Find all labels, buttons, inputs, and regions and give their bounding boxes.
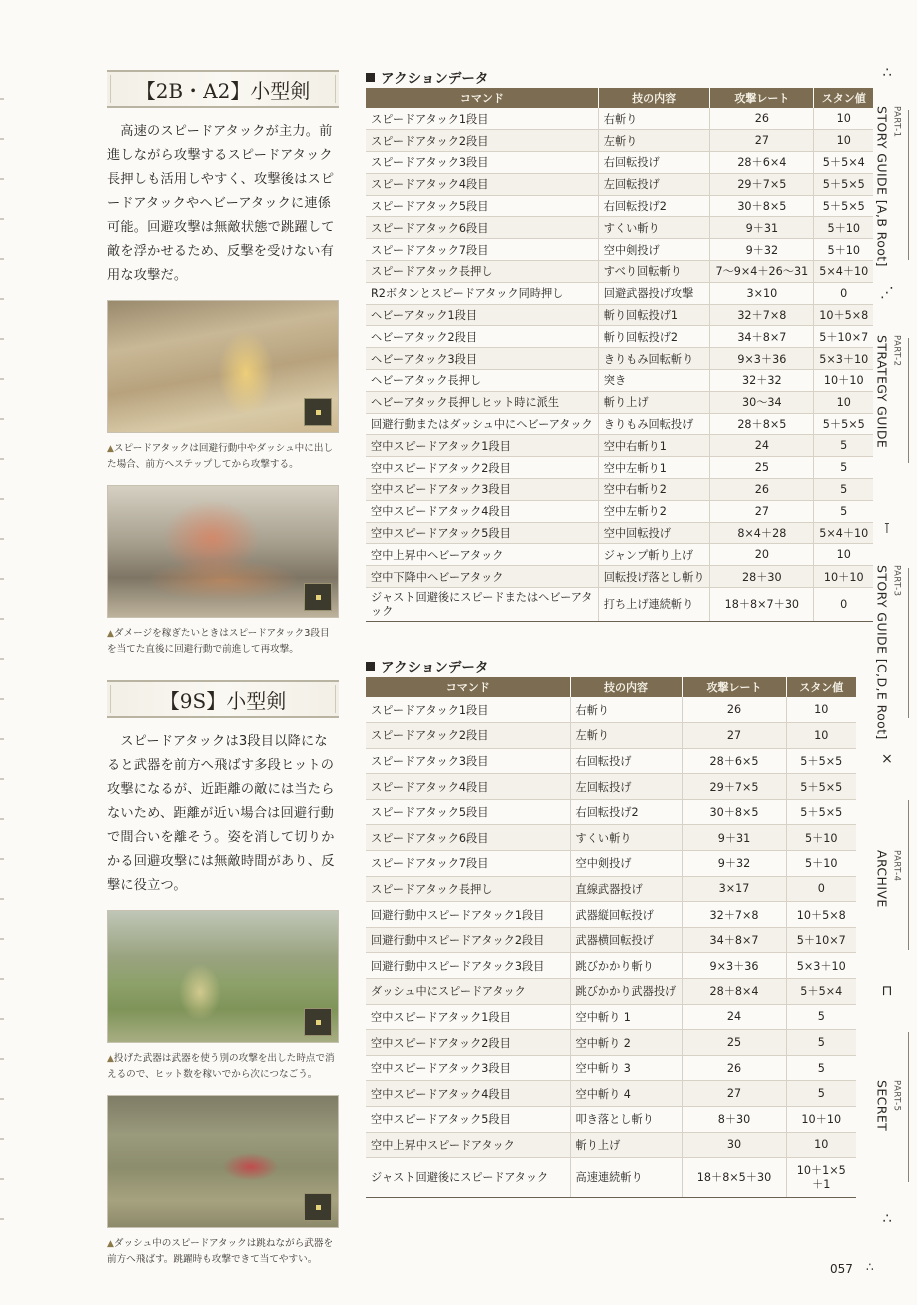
table-row (366, 1081, 856, 1107)
move-cell: 空中斬り 3 (570, 1055, 682, 1081)
table-row (366, 825, 856, 851)
attack-rate-cell: 32＋7×8 (710, 304, 814, 326)
stun-value-cell: 0 (814, 282, 874, 304)
table-row (366, 979, 856, 1005)
command-cell: 空中スピードアタック1段目 (366, 1004, 570, 1030)
command-cell: スピードアタック1段目 (366, 697, 570, 723)
move-cell: 空中斬り 2 (570, 1030, 682, 1056)
attack-rate-cell: 9＋31 (682, 825, 786, 851)
stun-value-cell: 0 (786, 876, 856, 902)
move-cell: 突き (598, 370, 710, 392)
attack-rate-cell: 9×3＋36 (710, 348, 814, 370)
move-cell: 左斬り (598, 130, 710, 152)
nav-tab-part-3[interactable]: STORY GUIDE [C,D,E Root] PART-3 (874, 565, 902, 740)
stun-value-cell: 5＋5×4 (786, 979, 856, 1005)
stun-value-cell: 5 (814, 457, 874, 479)
caption-9s-1: ▲投げた武器は武器を使う別の攻撃を出した時点で消えるので、ヒット数を稼いでから次につなごう。 (107, 1053, 335, 1080)
command-cell: スピードアタック7段目 (366, 239, 598, 261)
table-row (366, 435, 873, 457)
minimap-icon (304, 1008, 332, 1036)
move-cell: 高速連続斬り (570, 1158, 682, 1198)
move-cell: 斬り上げ (598, 391, 710, 413)
attack-rate-cell: 3×17 (682, 876, 786, 902)
caption-triangle-icon: ▲ (107, 629, 114, 639)
table-row (366, 173, 873, 195)
attack-rate-cell: 34＋8×7 (710, 326, 814, 348)
square-bullet-icon (366, 662, 375, 671)
command-cell: スピードアタック7段目 (366, 851, 570, 877)
minimap-icon (304, 583, 332, 611)
nav-tab-part-5[interactable]: SECRET PART-5 (874, 1080, 902, 1132)
move-cell: 回避武器投げ攻撃 (598, 282, 710, 304)
screenshot-9s-2 (107, 1095, 339, 1228)
attack-rate-cell: 7～9×4＋26～31 (710, 261, 814, 283)
move-cell: 空中斬り 1 (570, 1004, 682, 1030)
table-row (366, 953, 856, 979)
stun-value-cell: 0 (814, 588, 874, 622)
table-row (366, 1107, 856, 1133)
command-cell: 空中スピードアタック5段目 (366, 522, 598, 544)
move-cell: 斬り回転投げ2 (598, 326, 710, 348)
stun-value-cell: 10 (814, 108, 874, 130)
move-cell: 空中剣投げ (570, 851, 682, 877)
command-cell: ヘビーアタック2段目 (366, 326, 598, 348)
action-data-table-9s (366, 655, 856, 1198)
table-row (366, 108, 873, 130)
move-cell: 直線武器投げ (570, 876, 682, 902)
column-header: 攻撃レート (682, 677, 786, 697)
three-dots-icon: ∴ (882, 1211, 892, 1227)
command-cell: スピードアタック3段目 (366, 748, 570, 774)
table-row (366, 566, 873, 588)
table-row (366, 723, 856, 749)
move-cell: 打ち上げ連続斬り (598, 588, 710, 622)
table-row (366, 304, 873, 326)
command-cell: 回避行動またはダッシュ中にヘビーアタック (366, 413, 598, 435)
table-row (366, 774, 856, 800)
command-cell: スピードアタック長押し (366, 261, 598, 283)
attack-rate-cell: 8＋30 (682, 1107, 786, 1133)
move-cell: 右回転投げ2 (570, 799, 682, 825)
stun-value-cell: 5 (814, 435, 874, 457)
stun-value-cell: 10＋10 (814, 370, 874, 392)
command-cell: 空中スピードアタック2段目 (366, 1030, 570, 1056)
table-row (366, 261, 873, 283)
stun-value-cell: 5＋5×5 (786, 799, 856, 825)
command-cell: スピードアタック1段目 (366, 108, 598, 130)
data-table (366, 88, 873, 622)
command-cell: 空中スピードアタック4段目 (366, 500, 598, 522)
nav-tab-part-2[interactable]: STRATEGY GUIDE PART-2 (874, 335, 902, 449)
command-cell: スピードアタック5段目 (366, 799, 570, 825)
table-row (366, 348, 873, 370)
caption-triangle-icon: ▲ (107, 444, 114, 454)
table-row (366, 130, 873, 152)
table-heading: アクションデータ (366, 66, 856, 88)
move-cell: きりもみ回転投げ (598, 413, 710, 435)
command-cell: スピードアタック長押し (366, 876, 570, 902)
table-row (366, 413, 873, 435)
stun-value-cell: 5×3＋10 (786, 953, 856, 979)
table-row (366, 902, 856, 928)
section-body-9s: スピードアタックは3段目以降になると武器を前方へ飛ばす多段ヒットの攻撃になるが、近距離の敵には当たらないため、距離が近い場合は回避行動で間合いを離そう。姿を消して切りかかる回避攻撃には無敵時間があり、反撃に役立つ。 (107, 734, 335, 893)
command-cell: 空中上昇中ヘビーアタック (366, 544, 598, 566)
table-row (366, 876, 856, 902)
attack-rate-cell: 27 (710, 130, 814, 152)
stun-value-cell: 10 (814, 130, 874, 152)
command-cell: ダッシュ中にスピードアタック (366, 979, 570, 1005)
stun-value-cell: 5＋5×5 (786, 748, 856, 774)
move-cell: 右回転投げ2 (598, 195, 710, 217)
caption-triangle-icon: ▲ (107, 1054, 114, 1064)
move-cell: きりもみ回転斬り (598, 348, 710, 370)
stun-value-cell: 5 (786, 1055, 856, 1081)
command-cell: スピードアタック2段目 (366, 723, 570, 749)
command-cell: ヘビーアタック長押しヒット時に派生 (366, 391, 598, 413)
table-row (366, 588, 873, 622)
stun-value-cell: 5＋10 (786, 825, 856, 851)
screenshot-9s-1 (107, 910, 339, 1043)
move-cell: 斬り回転投げ1 (598, 304, 710, 326)
attack-rate-cell: 28＋30 (710, 566, 814, 588)
table-row (366, 479, 873, 501)
section-body-2b-a2: 高速のスピードアタックが主力。前進しながら攻撃するスピードアタック長押しも活用しやすく、攻撃後はスピードアタックやヘビーアタックに連係可能。回避攻撃は無敵状態で跳躍して敵を浮かせるため、反撃を受けない有用な攻撃だ。 (107, 124, 335, 283)
column-header: 攻撃レート (710, 88, 814, 108)
attack-rate-cell: 8×4＋28 (710, 522, 814, 544)
move-cell: 左斬り (570, 723, 682, 749)
attack-rate-cell: 27 (682, 723, 786, 749)
left-column (107, 70, 339, 1268)
side-navigation (862, 60, 912, 1240)
command-cell: 空中スピードアタック5段目 (366, 1107, 570, 1133)
table-row (366, 544, 873, 566)
column-header: スタン値 (814, 88, 874, 108)
nav-divider (908, 800, 909, 950)
stun-value-cell: 10＋10 (786, 1107, 856, 1133)
attack-rate-cell: 28＋8×4 (682, 979, 786, 1005)
command-cell: 空中スピードアタック2段目 (366, 457, 598, 479)
attack-rate-cell: 26 (710, 108, 814, 130)
attack-rate-cell: 30＋8×5 (710, 195, 814, 217)
move-cell: 右回転投げ (598, 152, 710, 174)
attack-rate-cell: 25 (710, 457, 814, 479)
caption-9s-2: ▲ダッシュ中のスピードアタックは跳ねながら武器を前方へ飛ばす。跳躍時も攻撃できて当てやすい。 (107, 1238, 334, 1265)
constellation-icon-2: ⊺ (883, 521, 891, 537)
table-row (366, 851, 856, 877)
table-row (366, 370, 873, 392)
table-row (366, 748, 856, 774)
command-cell: 空中上昇中スピードアタック (366, 1132, 570, 1158)
stun-value-cell: 10 (814, 391, 874, 413)
attack-rate-cell: 32＋7×8 (682, 902, 786, 928)
table-row (366, 1030, 856, 1056)
three-dots-icon: ∴ (882, 65, 892, 81)
move-cell: すべり回転斬り (598, 261, 710, 283)
stun-value-cell: 5 (786, 1030, 856, 1056)
move-cell: 空中回転投げ (598, 522, 710, 544)
stun-value-cell: 5＋5×5 (786, 774, 856, 800)
attack-rate-cell: 26 (682, 697, 786, 723)
command-cell: ヘビーアタック3段目 (366, 348, 598, 370)
move-cell: 叩き落とし斬り (570, 1107, 682, 1133)
nav-tab-part-4[interactable]: ARCHIVE PART-4 (874, 850, 902, 908)
stun-value-cell: 5＋10 (814, 239, 874, 261)
nav-divider (908, 338, 909, 463)
column-header: 技の内容 (598, 88, 710, 108)
attack-rate-cell: 9＋31 (710, 217, 814, 239)
command-cell: スピードアタック6段目 (366, 217, 598, 239)
nav-divider (908, 1032, 909, 1182)
column-header: 技の内容 (570, 677, 682, 697)
move-cell: 回転投げ落とし斬り (598, 566, 710, 588)
page-number: 057 (830, 1262, 853, 1276)
move-cell: 空中左斬り2 (598, 500, 710, 522)
stun-value-cell: 10 (786, 697, 856, 723)
stun-value-cell: 5＋10 (786, 851, 856, 877)
attack-rate-cell: 24 (682, 1004, 786, 1030)
action-data-table-2b-a2 (366, 66, 869, 622)
stun-value-cell: 5＋10×7 (814, 326, 874, 348)
move-cell: 空中右斬り2 (598, 479, 710, 501)
table-row (366, 391, 873, 413)
minimap-icon (304, 1193, 332, 1221)
command-cell: ジャスト回避後にスピードアタック (366, 1158, 570, 1198)
margin-ticks (0, 60, 4, 1240)
screenshot-2b-1 (107, 300, 339, 433)
stun-value-cell: 10＋1×5＋1 (786, 1158, 856, 1198)
move-cell: すくい斬り (570, 825, 682, 851)
command-cell: 空中スピードアタック1段目 (366, 435, 598, 457)
attack-rate-cell: 29＋7×5 (682, 774, 786, 800)
move-cell: 右斬り (598, 108, 710, 130)
move-cell: ジャンプ斬り上げ (598, 544, 710, 566)
command-cell: ヘビーアタック1段目 (366, 304, 598, 326)
move-cell: 武器横回転投げ (570, 927, 682, 953)
constellation-icon-3: ⨯ (881, 751, 893, 767)
data-table (366, 677, 856, 1198)
stun-value-cell: 10 (786, 723, 856, 749)
table-row (366, 239, 873, 261)
command-cell: 回避行動中スピードアタック2段目 (366, 927, 570, 953)
attack-rate-cell: 27 (682, 1081, 786, 1107)
table-row (366, 1004, 856, 1030)
command-cell: ジャスト回避後にスピードまたはヘビーアタック (366, 588, 598, 622)
screenshot-2b-2 (107, 485, 339, 618)
move-cell: 武器縦回転投げ (570, 902, 682, 928)
stun-value-cell: 5＋5×5 (814, 413, 874, 435)
move-cell: 空中左斬り1 (598, 457, 710, 479)
attack-rate-cell: 9×3＋36 (682, 953, 786, 979)
stun-value-cell: 5 (814, 500, 874, 522)
move-cell: 跳びかかり武器投げ (570, 979, 682, 1005)
command-cell: スピードアタック4段目 (366, 173, 598, 195)
table-row (366, 697, 856, 723)
attack-rate-cell: 32＋32 (710, 370, 814, 392)
attack-rate-cell: 27 (710, 500, 814, 522)
table-row (366, 217, 873, 239)
table-row (366, 927, 856, 953)
stun-value-cell: 10＋5×8 (814, 304, 874, 326)
table-row (366, 152, 873, 174)
stun-value-cell: 5＋5×5 (814, 173, 874, 195)
constellation-icon-1: ⋰ (880, 285, 894, 301)
attack-rate-cell: 24 (710, 435, 814, 457)
column-header: コマンド (366, 88, 598, 108)
nav-divider (908, 568, 909, 718)
stun-value-cell: 5＋5×4 (814, 152, 874, 174)
table-row (366, 1158, 856, 1198)
command-cell: 空中スピードアタック3段目 (366, 479, 598, 501)
stun-value-cell: 10 (814, 544, 874, 566)
attack-rate-cell: 20 (710, 544, 814, 566)
caption-2b-1: ▲スピードアタックは回避行動中やダッシュ中に出した場合、前方へステップしてから攻撃する。 (107, 443, 334, 470)
attack-rate-cell: 9＋32 (682, 851, 786, 877)
move-cell: 右斬り (570, 697, 682, 723)
move-cell: 左回転投げ (598, 173, 710, 195)
move-cell: 空中剣投げ (598, 239, 710, 261)
nav-tab-part-1[interactable]: STORY GUIDE [A,B Root] PART-1 (874, 106, 902, 267)
command-cell: スピードアタック5段目 (366, 195, 598, 217)
table-heading: アクションデータ (366, 655, 856, 677)
command-cell: スピードアタック3段目 (366, 152, 598, 174)
table-row (366, 522, 873, 544)
table-row (366, 1055, 856, 1081)
command-cell: スピードアタック4段目 (366, 774, 570, 800)
caption-triangle-icon: ▲ (107, 1239, 114, 1249)
stun-value-cell: 10＋10 (814, 566, 874, 588)
column-header: スタン値 (786, 677, 856, 697)
table-row (366, 326, 873, 348)
stun-value-cell: 5 (786, 1004, 856, 1030)
attack-rate-cell: 28＋6×4 (710, 152, 814, 174)
table-row (366, 1132, 856, 1158)
table-row (366, 500, 873, 522)
table-row (366, 457, 873, 479)
stun-value-cell: 5×4＋10 (814, 261, 874, 283)
stun-value-cell: 10 (786, 1132, 856, 1158)
command-cell: 回避行動中スピードアタック3段目 (366, 953, 570, 979)
nav-divider (908, 110, 909, 260)
command-cell: スピードアタック6段目 (366, 825, 570, 851)
attack-rate-cell: 34＋8×7 (682, 927, 786, 953)
minimap-icon (304, 398, 332, 426)
attack-rate-cell: 9＋32 (710, 239, 814, 261)
move-cell: 空中右斬り1 (598, 435, 710, 457)
stun-value-cell: 5×4＋10 (814, 522, 874, 544)
command-cell: スピードアタック2段目 (366, 130, 598, 152)
attack-rate-cell: 3×10 (710, 282, 814, 304)
move-cell: 右回転投げ (570, 748, 682, 774)
attack-rate-cell: 26 (682, 1055, 786, 1081)
attack-rate-cell: 29＋7×5 (710, 173, 814, 195)
attack-rate-cell: 30 (682, 1132, 786, 1158)
move-cell: すくい斬り (598, 217, 710, 239)
attack-rate-cell: 28＋6×5 (682, 748, 786, 774)
section-title-2b-a2: 【2B・A2】小型剣 (107, 70, 339, 108)
command-cell: 空中下降中ヘビーアタック (366, 566, 598, 588)
stun-value-cell: 5＋5×5 (814, 195, 874, 217)
stun-value-cell: 5＋10 (814, 217, 874, 239)
move-cell: 斬り上げ (570, 1132, 682, 1158)
column-header: コマンド (366, 677, 570, 697)
caption-2b-2: ▲ダメージを稼ぎたいときはスピードアタック3段目を当てた直後に回避行動で前進して再攻撃。 (107, 628, 330, 655)
stun-value-cell: 5 (814, 479, 874, 501)
table-row (366, 195, 873, 217)
move-cell: 左回転投げ (570, 774, 682, 800)
stun-value-cell: 5×3＋10 (814, 348, 874, 370)
attack-rate-cell: 28＋8×5 (710, 413, 814, 435)
square-bullet-icon (366, 73, 375, 82)
constellation-icon-4: ⊓ (881, 983, 893, 999)
section-title-9s: 【9S】小型剣 (107, 680, 339, 718)
command-cell: 空中スピードアタック3段目 (366, 1055, 570, 1081)
command-cell: 空中スピードアタック4段目 (366, 1081, 570, 1107)
attack-rate-cell: 18＋8×7＋30 (710, 588, 814, 622)
three-dots-icon: ∴ (866, 1260, 874, 1274)
command-cell: R2ボタンとスピードアタック同時押し (366, 282, 598, 304)
stun-value-cell: 10＋5×8 (786, 902, 856, 928)
attack-rate-cell: 30＋8×5 (682, 799, 786, 825)
command-cell: ヘビーアタック長押し (366, 370, 598, 392)
attack-rate-cell: 25 (682, 1030, 786, 1056)
move-cell: 空中斬り 4 (570, 1081, 682, 1107)
attack-rate-cell: 18＋8×5＋30 (682, 1158, 786, 1198)
table-row (366, 799, 856, 825)
stun-value-cell: 5 (786, 1081, 856, 1107)
table-row (366, 282, 873, 304)
command-cell: 回避行動中スピードアタック1段目 (366, 902, 570, 928)
move-cell: 跳びかかり斬り (570, 953, 682, 979)
attack-rate-cell: 26 (710, 479, 814, 501)
attack-rate-cell: 30～34 (710, 391, 814, 413)
stun-value-cell: 5＋10×7 (786, 927, 856, 953)
